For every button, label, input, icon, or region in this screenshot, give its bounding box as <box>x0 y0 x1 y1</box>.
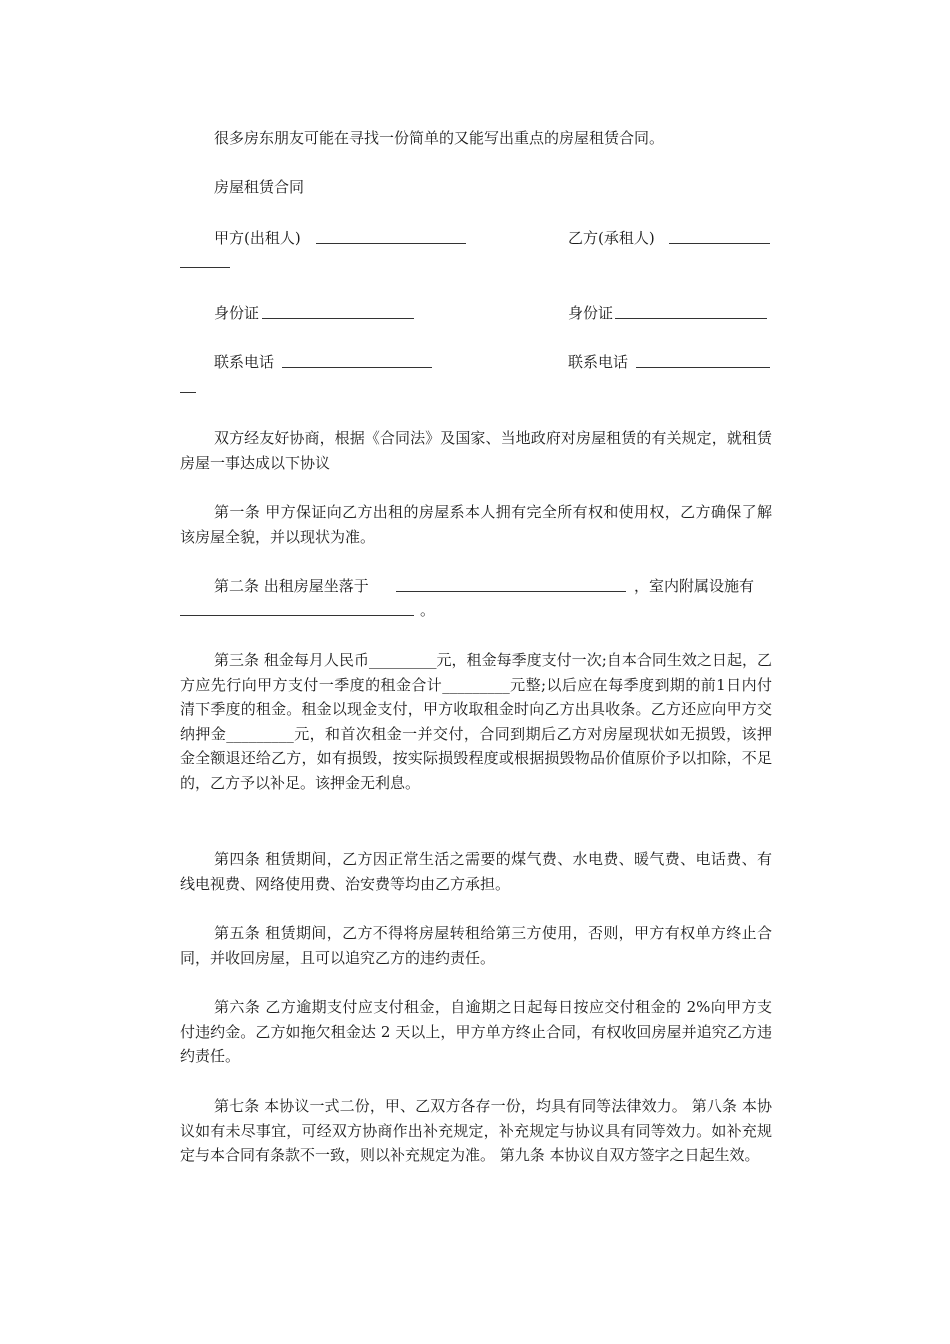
party-b-blank-wrap <box>180 267 230 268</box>
article-1: 第一条 甲方保证向乙方出租的房屋系本人拥有完全所有权和使用权，乙方确保了解该房屋全貌，并以现状为准。 <box>180 503 772 546</box>
article-6: 第六条 乙方逾期支付应支付租金，自逾期之日起每日按应交付租金的 2%向甲方支付违约金。乙方如拖欠租金达 2 天以上，甲方单方终止合同，有权收回房屋并追究乙方违约责任。 <box>180 998 772 1065</box>
party-b-phone-blank <box>636 367 770 368</box>
preamble-paragraph: 双方经友好协商，根据《合同法》及国家、当地政府对房屋租赁的有关规定，就租赁房屋一事达成以下协议 <box>180 429 772 472</box>
party-a-phone-blank <box>282 367 432 368</box>
party-a-id-blank <box>262 318 414 319</box>
party-b-label: 乙方(承租人) <box>568 229 655 247</box>
party-a-phone-label: 联系电话 <box>214 353 275 371</box>
party-b-blank <box>669 243 770 244</box>
article-3: 第三条 租金每月人民币_________元，租金每季度支付一次;自本合同生效之日起，乙方应先行向甲方支付一季度的租金合计_________元整;以后应在每季度到期的前1日内付清下季度的租金。租金以现金支付，甲方收取租金时向乙方出具收条。乙方还应向甲方交纳押金_________元，和首次租金一并交付，合同到期后乙方对房屋现状如无损毁，该押金全额退还给乙方，如有损毁，按实际损毁程度或根据损毁物品价值原价予以扣除，不足的，乙方予以补足。该押金无利息。 <box>180 651 772 792</box>
party-a-label: 甲方(出租人) <box>214 229 301 247</box>
article-4: 第四条 租赁期间，乙方因正常生活之需要的煤气费、水电费、暖气费、电话费、有线电视费、网络使用费、治安费等均由乙方承担。 <box>180 850 772 893</box>
articles-7-9: 第七条 本协议一式二份，甲、乙双方各存一份，均具有同等法律效力。 第八条 本协议如有未尽事宜，可经双方协商作出补充规定，补充规定与协议具有同等效力。如补充规定与本合同有条款不一致，则以补充规定为准。 第九条 本协议自双方签字之日起生效。 <box>180 1097 772 1164</box>
party-b-phone-label: 联系电话 <box>568 353 629 371</box>
party-b-phone-blank-wrap <box>180 392 196 393</box>
contract-title: 房屋租赁合同 <box>214 178 305 196</box>
party-a-id-label: 身份证 <box>214 304 260 322</box>
party-b-id-label: 身份证 <box>568 304 614 322</box>
article-2-facilities-blank <box>180 615 414 616</box>
intro-text: 很多房东朋友可能在寻找一份简单的又能写出重点的房屋租赁合同。 <box>214 129 665 147</box>
party-a-blank <box>316 243 466 244</box>
article-2-part2: ，室内附属设施有 <box>634 577 755 595</box>
article-2-end: 。 <box>420 601 436 619</box>
article-2-location-blank <box>396 591 626 592</box>
article-2-part1: 第二条 出租房屋坐落于 <box>214 577 369 595</box>
party-b-id-blank <box>615 318 767 319</box>
article-5: 第五条 租赁期间，乙方不得将房屋转租给第三方使用，否则，甲方有权单方终止合同，并收回房屋，且可以追究乙方的违约责任。 <box>180 924 772 967</box>
